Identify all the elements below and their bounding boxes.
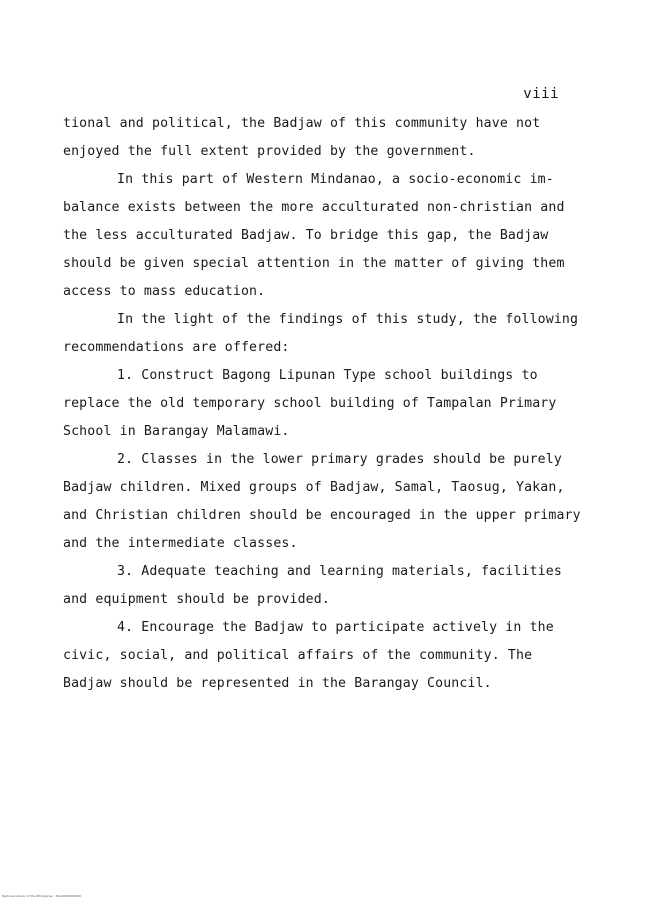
recommendation-1: 1. Construct Bagong Lipunan Type school buildings to: [117, 368, 538, 383]
paragraph-start: In the light of the findings of this study, the following: [117, 312, 579, 327]
text-line: balance exists between the more acculturated non-christian and: [63, 200, 565, 215]
page-body: [63, 110, 581, 698]
text-line: and equipment should be provided.: [63, 592, 330, 607]
text-line: replace the old temporary school building of Tampalan Primary: [63, 396, 557, 411]
text-line: enjoyed the full extent provided by the government.: [63, 144, 476, 159]
page-number: viii: [523, 86, 559, 102]
text-line: and Christian children should be encouraged in the upper primary: [63, 508, 581, 523]
text-line: and the intermediate classes.: [63, 536, 298, 551]
text-line: Badjaw children. Mixed groups of Badjaw, Samal, Taosug, Yakan,: [63, 480, 565, 495]
text-line: recommendations are offered:: [63, 340, 290, 355]
text-line: the less acculturated Badjaw. To bridge this gap, the Badjaw: [63, 228, 549, 243]
text-line: tional and political, the Badjaw of this community have not: [63, 116, 541, 131]
text-line: Badjaw should be represented in the Barangay Council.: [63, 676, 492, 691]
text-line: civic, social, and political affairs of the community. The: [63, 648, 533, 663]
recommendation-4: 4. Encourage the Badjaw to participate actively in the: [117, 620, 554, 635]
text-line: should be given special attention in the matter of giving them: [63, 256, 565, 271]
recommendation-3: 3. Adequate teaching and learning materials, facilities: [117, 564, 562, 579]
recommendation-2: 2. Classes in the lower primary grades should be purely: [117, 452, 562, 467]
scan-footer-mark: National Library of the Philippines · N/A/0000000000: [2, 894, 82, 898]
text-line: School in Barangay Malamawi.: [63, 424, 290, 439]
text-line: access to mass education.: [63, 284, 266, 299]
paragraph-start: In this part of Western Mindanao, a socio-economic im-: [117, 172, 554, 187]
